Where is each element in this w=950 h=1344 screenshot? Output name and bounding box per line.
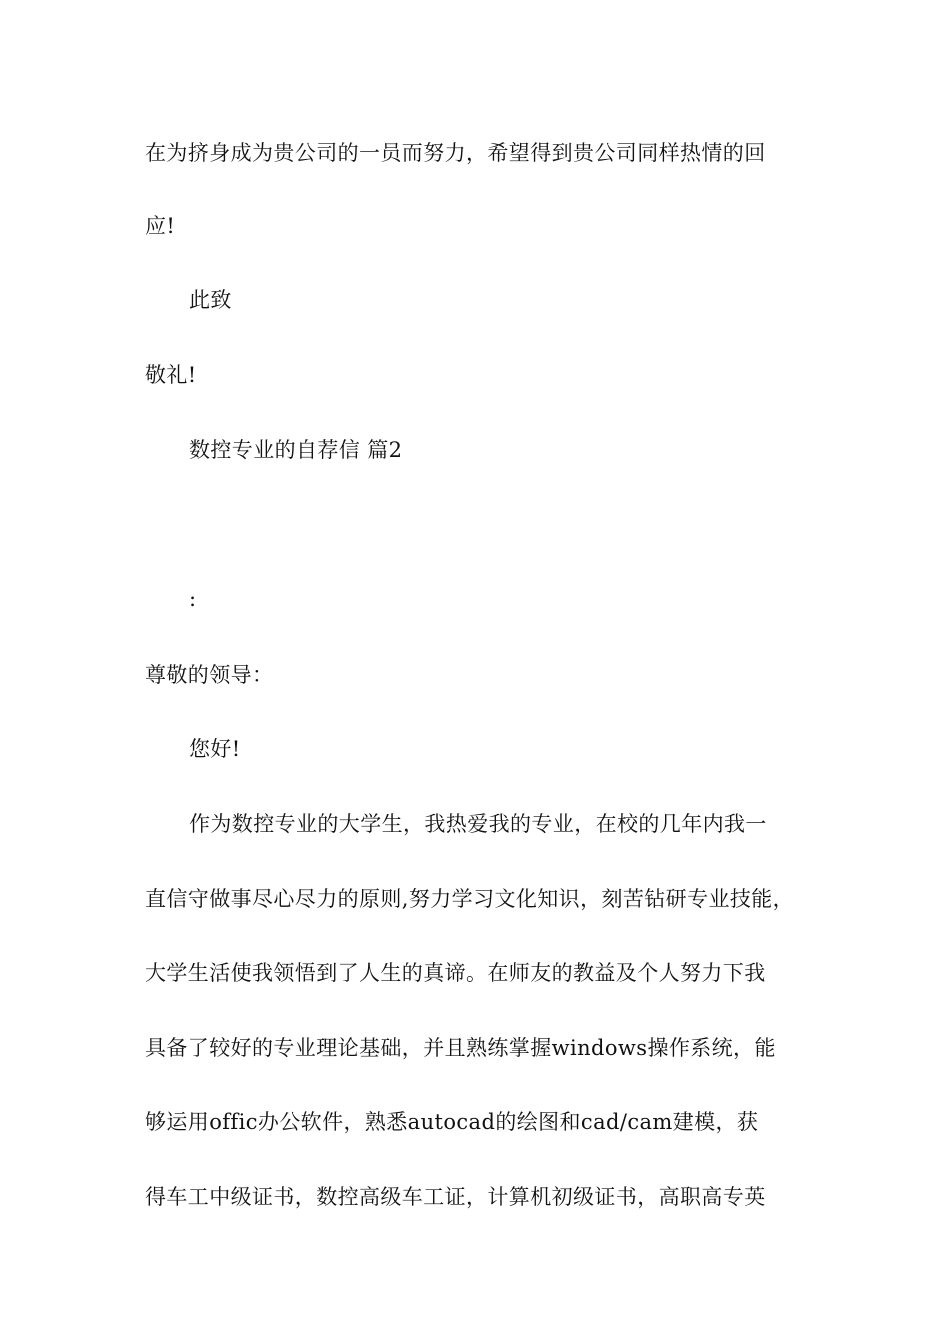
- salutation: 尊敬的领导：: [145, 663, 274, 687]
- closing-phrase: 此致: [189, 288, 232, 312]
- colon-line: :: [189, 587, 197, 611]
- paragraph-line: 得车工中级证书，数控高级车工证，计算机初级证书，高职高专英: [145, 1185, 766, 1209]
- paragraph-line: 直信守做事尽心尽力的原则,努力学习文化知识，刻苦钻研专业技能，: [145, 887, 795, 911]
- greeting: 您好!: [189, 737, 241, 761]
- paragraph-line: 大学生活使我领悟到了人生的真谛。在师友的教益及个人努力下我: [145, 961, 766, 985]
- closing-salutation: 敬礼!: [145, 363, 197, 387]
- paragraph-line: 作为数控专业的大学生，我热爱我的专业，在校的几年内我一: [189, 812, 767, 836]
- paragraph-line: 应!: [145, 214, 176, 238]
- paragraph-line: 具备了较好的专业理论基础，并且熟练掌握windows操作系统，能: [145, 1036, 776, 1060]
- section-title: 数控专业的自荐信 篇2: [189, 438, 403, 462]
- paragraph-line: 在为挤身成为贵公司的一员而努力，希望得到贵公司同样热情的回: [145, 141, 766, 165]
- paragraph-line: 够运用offic办公软件，熟悉autocad的绘图和cad/cam建模，获: [145, 1110, 759, 1134]
